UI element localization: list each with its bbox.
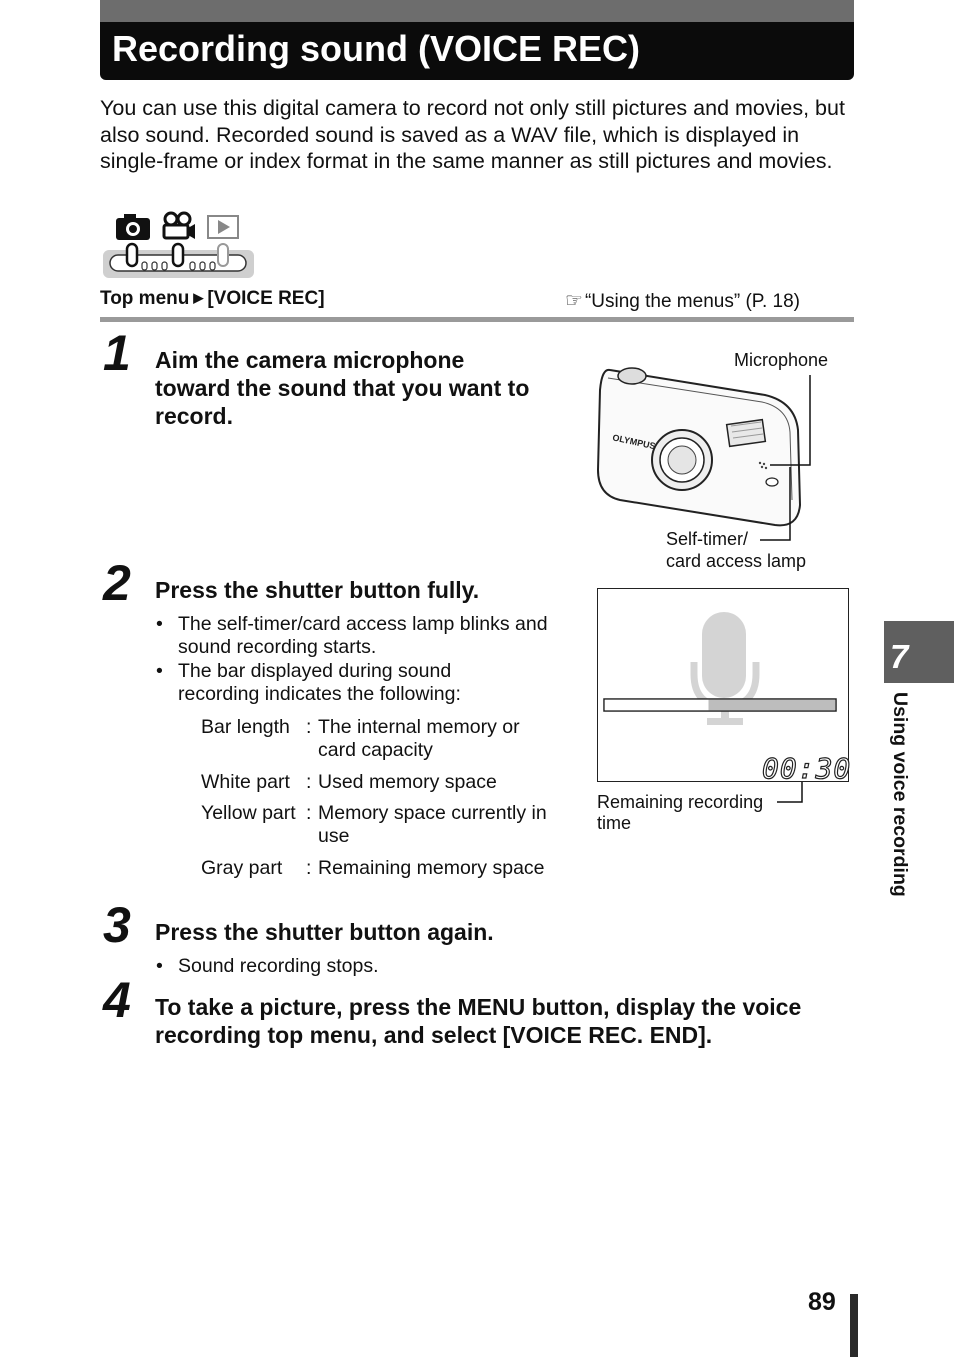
playback-icon [208,216,238,238]
menu-reference-text: “Using the menus” (P. 18) [584,291,801,312]
step-1-title: Aim the camera microphone toward the sound that you want to record. [155,347,530,429]
section-rule [100,317,854,322]
recording-time-readout: 00:30 [762,752,852,785]
def-value-yellow-part: Memory space currently in use [318,802,547,847]
menu-path [100,288,325,310]
page-number-bar [850,1294,858,1357]
def-value-gray-part: Remaining memory space [318,857,545,879]
menu-path-end: [VOICE REC] [207,288,325,309]
menu-reference [565,288,800,313]
lamp-label-line1: Self-timer/ [666,529,749,549]
def-colon: : [306,716,312,738]
step-3-title: Press the shutter button again. [155,919,494,945]
page-title: Recording sound (VOICE REC) [112,28,641,69]
mode-dial-strip [100,210,260,280]
step-3-bullet-1 [156,955,558,978]
bullet-text: The self-timer/card access lamp blinks and sound recording starts. [178,613,548,658]
step-1-number: 1 [103,325,131,381]
def-label-gray-part: Gray part [201,857,283,879]
step-3-number: 3 [103,897,131,953]
step-4-number: 4 [103,972,131,1028]
bullet-text: The bar displayed during sound recording indicates the following: [178,660,461,705]
remaining-time-label-line1: Remaining recording [597,792,764,812]
step-2-bullet-2 [156,660,508,706]
microphone-label: Microphone [734,350,829,370]
microphone-icon [690,610,760,730]
bullet-dot: • [156,613,163,635]
step-2-title: Press the shutter button fully. [155,577,480,603]
page-number: 89 [808,1288,836,1316]
remaining-time-label-line2: time [597,813,632,833]
memory-bar-used [605,700,709,710]
bullet-text: Sound recording stops. [178,955,379,977]
def-label-yellow-part: Yellow part [201,802,296,824]
intro-paragraph: You can use this digital camera to record not only still pictures and movies, but also sound. Recorded sound is saved as a WAV file, which is displayed in single-frame or index format in the same manner as still pictures and movies. [100,96,845,173]
arrow-right-icon: ▶ [193,290,204,305]
step-2-bullet-1 [156,613,558,659]
camera-brand: OLYMPUS [611,432,657,452]
def-colon: : [306,802,312,824]
def-label-white-part: White part [201,771,290,793]
chapter-number: 7 [890,638,909,675]
bullet-dot: • [156,955,163,977]
step-4-title: To take a picture, press the MENU button, display the voice recording top menu, and select [VOICE REC. END]. [155,994,802,1048]
title-bar-top [100,0,854,22]
chapter-label: Using voice recording [889,692,911,897]
def-value-white-part: Used memory space [318,771,497,793]
movie-camera-icon [164,213,195,239]
menu-path-start: Top menu [100,288,190,309]
def-colon: : [306,857,312,879]
lcd-callout-line [775,782,805,806]
def-label-bar-length: Bar length [201,716,290,738]
camera-icon [116,214,150,240]
step-2-number: 2 [103,555,131,611]
camera-callout-lines [760,375,820,545]
bullet-dot: • [156,660,163,682]
reference-hand-icon: ☞ [565,290,583,312]
memory-bar-remaining [709,700,836,710]
def-colon: : [306,771,312,793]
def-value-bar-length: The internal memory or card capacity [318,716,520,761]
memory-bar [603,698,837,712]
lamp-label-line2: card access lamp [666,551,807,571]
